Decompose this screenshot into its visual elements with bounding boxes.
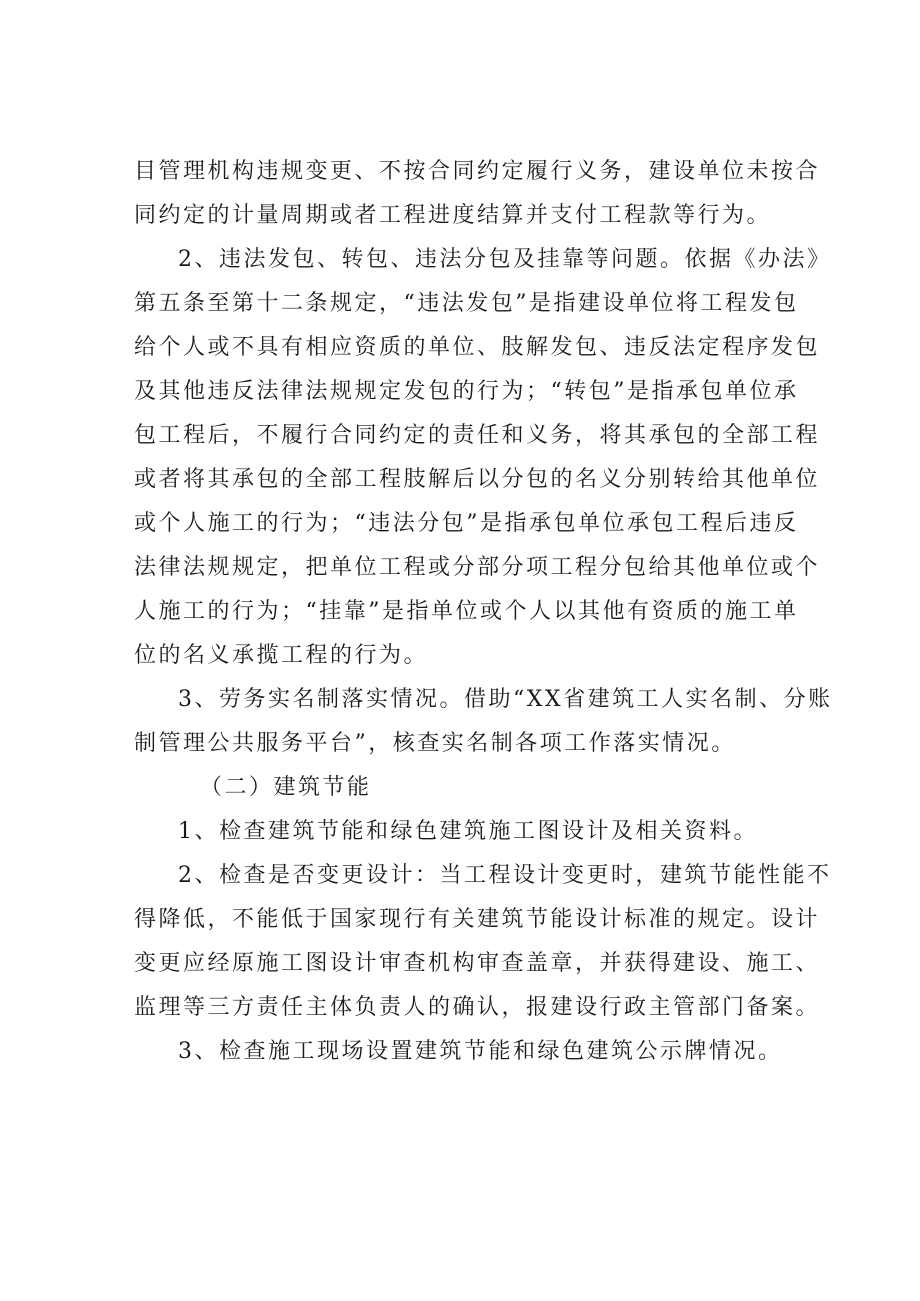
text-line: 给个人或不具有相应资质的单位、肢解发包、违反法定程序发包 (134, 335, 821, 360)
text-line: 目管理机构违规变更、不按合同约定履行义务，建设单位未按合 (134, 159, 821, 184)
document-body (134, 150, 833, 1074)
text-line: 同约定的计量周期或者工程进度结算并支付工程款等行为。 (134, 203, 772, 228)
text-line: 监理等三方责任主体负责人的确认，报建设行政主管部门备案。 (134, 995, 821, 1020)
paragraph-start-line: 2、检查是否变更设计：当工程设计变更时，建筑节能性能不 (178, 863, 832, 888)
text-line: 第五条至第十二条规定，“违法发包”是指建设单位将工程发包 (134, 291, 799, 316)
text-line: 法律法规规定，把单位工程或分部分项工程分包给其他单位或个 (134, 555, 821, 580)
text-line: 制管理公共服务平台”，核查实名制各项工作落实情况。 (134, 731, 736, 756)
section-heading: （二）建筑节能 (200, 775, 372, 800)
text-line: 包工程后，不履行合同约定的责任和义务，将其承包的全部工程 (134, 423, 821, 448)
paragraph-start-line: 3、劳务实名制落实情况。借助“XX省建筑工人实名制、分账 (178, 687, 833, 712)
text-line: 位的名义承揽工程的行为。 (134, 643, 429, 668)
paragraph-start-line: 2、违法发包、转包、违法分包及挂靠等问题。依据《办法》 (178, 247, 832, 272)
text-line: 或者将其承包的全部工程肢解后以分包的名义分别转给其他单位 (134, 467, 821, 492)
text-line: 得降低，不能低于国家现行有关建筑节能设计标准的规定。设计 (134, 907, 821, 932)
text-line: 变更应经原施工图设计审查机构审查盖章，并获得建设、施工、 (134, 951, 821, 976)
paragraph-start-line: 1、检查建筑节能和绿色建筑施工图设计及相关资料。 (178, 819, 758, 844)
paragraph-start-line: 3、检查施工现场设置建筑节能和绿色建筑公示牌情况。 (178, 1039, 783, 1064)
text-line: 或个人施工的行为；“违法分包”是指承包单位承包工程后违反 (134, 511, 799, 536)
text-line: 人施工的行为；“挂靠”是指单位或个人以其他有资质的施工单 (134, 599, 799, 624)
text-line: 及其他违反法律法规规定发包的行为；“转包”是指承包单位承 (134, 379, 799, 404)
